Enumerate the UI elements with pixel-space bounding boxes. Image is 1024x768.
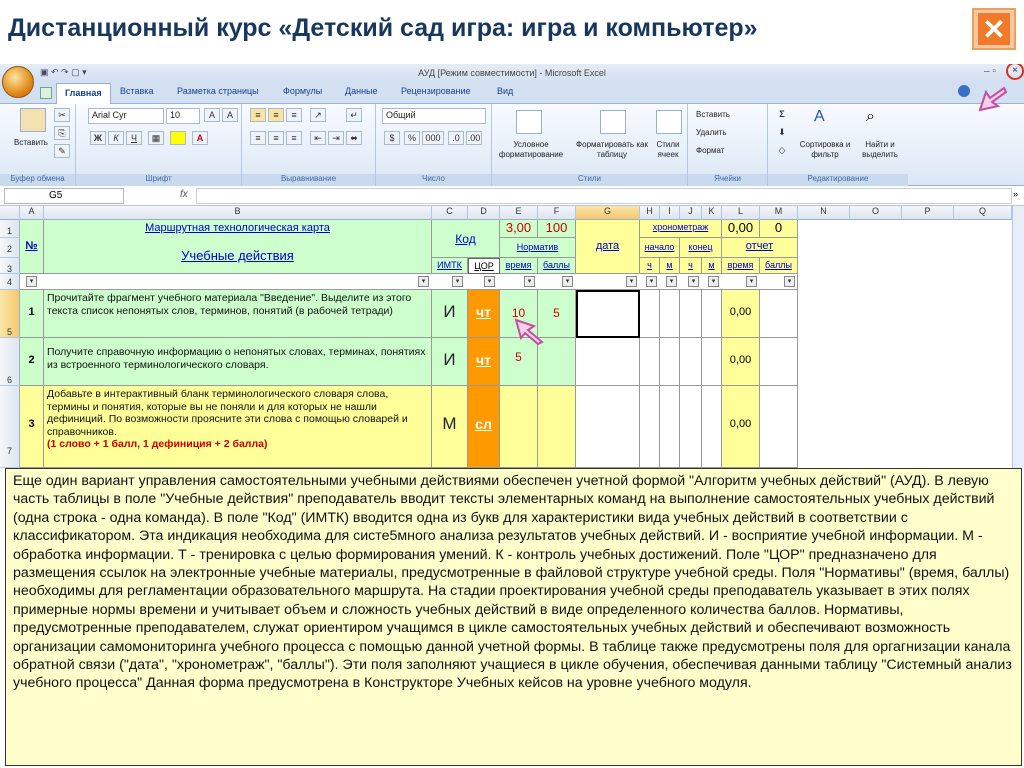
row-header-1[interactable]: 1 bbox=[0, 220, 20, 238]
task-2-total: 0,00 bbox=[729, 354, 752, 366]
format-table-button[interactable]: Форматировать как таблицу bbox=[576, 140, 648, 159]
norms-cell bbox=[500, 238, 576, 258]
task-3-points-cell bbox=[538, 386, 576, 468]
task-2-start-h[interactable] bbox=[640, 338, 660, 386]
conditional-format-button[interactable]: Условное форматирование bbox=[498, 140, 564, 159]
col-header-b[interactable]: B bbox=[44, 206, 432, 220]
row-header-6[interactable]: 6 bbox=[0, 338, 20, 386]
excel-window bbox=[0, 64, 1024, 468]
e1-value: 3,00 bbox=[505, 220, 532, 235]
task-2-start-m[interactable] bbox=[660, 338, 680, 386]
norms-link[interactable]: Норматив bbox=[516, 242, 559, 252]
route-card-link[interactable]: Маршрутная технологическая карта bbox=[145, 222, 330, 234]
sort-filter-button[interactable]: Сортировка и фильтр bbox=[799, 140, 851, 159]
clear-icon[interactable]: ◇ bbox=[778, 145, 786, 155]
tab-review[interactable]: Рецензирование bbox=[401, 86, 471, 96]
group-clipboard-label: Буфер обмена bbox=[0, 174, 75, 186]
fill-icon[interactable]: ⬇ bbox=[778, 127, 786, 137]
filter-dropdown-a[interactable]: ▾ bbox=[26, 276, 37, 287]
group-clipboard bbox=[0, 104, 76, 186]
cell-styles-button[interactable]: Стили ячеек bbox=[656, 140, 680, 159]
tab-view[interactable]: Вид bbox=[497, 86, 514, 96]
col-header-d[interactable]: D bbox=[468, 206, 500, 220]
cell-styles-icon[interactable] bbox=[656, 110, 682, 134]
filter-row bbox=[20, 274, 798, 290]
task-3-time-cell bbox=[500, 386, 538, 468]
shrink-font-icon[interactable]: A bbox=[222, 108, 238, 122]
task-3-date-cell[interactable] bbox=[576, 386, 640, 468]
start-h-link[interactable]: ч bbox=[647, 260, 652, 270]
outdent-icon[interactable]: ⇥ bbox=[328, 131, 344, 145]
autosum-button[interactable]: Σ bbox=[779, 109, 785, 119]
cor-cell bbox=[468, 258, 500, 274]
filter-dropdown-g[interactable]: ▾ bbox=[626, 276, 637, 287]
sort-icon[interactable]: A bbox=[814, 108, 825, 125]
tab-formulas[interactable]: Формулы bbox=[283, 86, 323, 96]
help-icon[interactable] bbox=[958, 85, 970, 97]
filter-dropdown-l[interactable]: ▾ bbox=[746, 276, 757, 287]
tab-insert[interactable]: Вставка bbox=[120, 86, 154, 96]
grow-font-icon[interactable]: A bbox=[204, 108, 220, 122]
report-points-cell bbox=[760, 258, 798, 274]
col-header-m[interactable]: M bbox=[760, 206, 798, 220]
font-size-select[interactable]: 10 bbox=[166, 108, 200, 124]
task-3-num: 3 bbox=[28, 418, 35, 430]
task-1-points: 5 bbox=[553, 306, 560, 320]
task-1-code-cell bbox=[432, 290, 468, 338]
end-h-cell bbox=[680, 258, 702, 274]
filter-dropdown-d[interactable]: ▾ bbox=[484, 276, 495, 287]
conditional-format-icon[interactable] bbox=[516, 110, 542, 134]
copy-icon[interactable]: ⎘ bbox=[54, 126, 70, 140]
quick-access-toolbar[interactable]: ▣ ↶ ↷ ▢ ▾ bbox=[40, 67, 87, 77]
task-2-total-cell bbox=[722, 338, 760, 386]
task-1-total: 0,00 bbox=[729, 306, 752, 318]
ribbon bbox=[0, 104, 1024, 186]
group-styles bbox=[492, 104, 688, 186]
description-note: Еще один вариант управления самостоятельными учебными действиями обеспечен учетной формой "Алгоритм учебных действий" (АУД). В левую часть таблицы в поле "Учебные действия" преподаватель вводит тексты элементарных команд на выполнение самостоятельных учебных действий (одна строка - одна команда). В поле "Код" (ИМТК) вводится одна из букв для характеристики вида учебных действий в соответствии с классификатором. Эта индикация необходима для систе5много анализа результатов учебных действий. И - восприятие учебной информации. М - обработка информации. Т - тренировка с целью формирования умений. К - контроль учебных достижений. Поле "ЦОР" предназначено для размещения ссылок на электронные учебные материалы, предусмотренные в файловой структуре учебной среды. Поля "Нормативы" (время, баллы) необходимы для регламентации образовательного маршрута. На стадии проектирования учебной среды преподаватель указывает в этих полях примерные нормы времени и учитывает объем и сложность учебных действий в виде определенного количества баллов. Нормативы, предусмотренные преподавателем, служат ориентиром учащимся в цикле самостоятельных учебных действий и обеспечивают возможность организации самомониторинга учебного процесса с помощью данной учетной формы. В таблице также предусмотрены поля для оргагнизации канала обратной связи ("дата", "хронометраж", "баллы"). Эти поля заполняют учащиеся в цикле обучения, обеспечивая данными таблицу "Системный анализ учебного процесса" Данная форма предусмотрена в Конструкторе Учебных кейсов на уровне учебного модуля. bbox=[5, 468, 1022, 766]
task-1-code: И bbox=[443, 302, 456, 321]
group-alignment bbox=[242, 104, 376, 186]
col-header-i[interactable]: I bbox=[660, 206, 680, 220]
chrono-link[interactable]: хронометраж bbox=[652, 222, 709, 232]
points-link[interactable]: баллы bbox=[543, 260, 570, 270]
tab-data[interactable]: Данные bbox=[345, 86, 378, 96]
col-header-j[interactable]: J bbox=[680, 206, 702, 220]
task-1-total-cell bbox=[722, 290, 760, 338]
task-2-cor-cell bbox=[468, 338, 500, 386]
task-3-start-m[interactable] bbox=[660, 386, 680, 468]
group-cells-label: Ячейки bbox=[688, 174, 767, 186]
excel-close-icon[interactable]: × bbox=[1006, 64, 1024, 80]
group-editing-label: Редактирование bbox=[768, 174, 908, 186]
cor-label[interactable]: ЦОР bbox=[474, 261, 494, 271]
task-3-num-cell bbox=[20, 386, 44, 468]
select-all[interactable] bbox=[0, 206, 20, 220]
task-1-start-h[interactable] bbox=[640, 290, 660, 338]
format-painter-icon[interactable]: ✎ bbox=[54, 144, 70, 158]
task-2-end-m[interactable] bbox=[702, 338, 722, 386]
filter-dropdown-h[interactable]: ▾ bbox=[646, 276, 657, 287]
filter-dropdown-j[interactable]: ▾ bbox=[688, 276, 699, 287]
l1-value: 0,00 bbox=[727, 220, 754, 235]
start-m-cell bbox=[660, 258, 680, 274]
name-box[interactable]: G5 bbox=[4, 188, 124, 204]
col-header-h[interactable]: H bbox=[640, 206, 660, 220]
filter-dropdown-c[interactable]: ▾ bbox=[452, 276, 463, 287]
start-link[interactable]: начало bbox=[644, 242, 675, 252]
formula-bar bbox=[0, 186, 1024, 206]
font-color-icon[interactable]: A bbox=[192, 131, 208, 145]
report-time-link[interactable]: время bbox=[727, 260, 754, 270]
date-cell bbox=[576, 220, 640, 274]
time-link[interactable]: время bbox=[505, 260, 532, 270]
task-3-code: М bbox=[442, 414, 457, 433]
task-2-cor-link[interactable]: чт bbox=[476, 352, 491, 368]
col-header-p[interactable]: P bbox=[902, 206, 954, 220]
end-cell bbox=[680, 238, 722, 258]
report-time-cell bbox=[722, 258, 760, 274]
align-center-icon[interactable]: ≡ bbox=[268, 131, 284, 145]
group-styles-label: Стили bbox=[492, 174, 687, 186]
chrono-cell bbox=[640, 220, 722, 238]
imtk-cell bbox=[432, 258, 468, 274]
start-h-cell bbox=[640, 258, 660, 274]
thousands-button[interactable]: 000 bbox=[422, 131, 444, 145]
task-1-time: 10 bbox=[511, 306, 526, 320]
align-middle-icon[interactable]: ≡ bbox=[268, 108, 284, 122]
end-m-cell bbox=[702, 258, 722, 274]
paste-icon[interactable] bbox=[20, 108, 46, 132]
num-header[interactable]: № bbox=[25, 240, 38, 252]
task-3-report-points[interactable] bbox=[760, 386, 798, 468]
bold-button[interactable]: Ж bbox=[90, 131, 106, 145]
report-cell bbox=[722, 238, 798, 258]
orientation-icon[interactable]: ↗ bbox=[310, 108, 326, 122]
imtk-link[interactable]: ИМТК bbox=[437, 260, 462, 270]
task-2-text[interactable]: Получите справочную информацию о непонятых словах, терминах, понятиях из встроенного терминологического словаря. bbox=[44, 338, 432, 386]
row-header-3[interactable]: 3 bbox=[0, 258, 20, 274]
actions-header-cell bbox=[44, 220, 432, 274]
filter-dropdown-b[interactable]: ▾ bbox=[418, 276, 429, 287]
align-top-icon[interactable]: ≡ bbox=[250, 108, 266, 122]
col-header-l[interactable]: L bbox=[722, 206, 760, 220]
e1-cell bbox=[500, 220, 538, 238]
task-2-num-cell bbox=[20, 338, 44, 386]
col-header-k[interactable]: K bbox=[702, 206, 722, 220]
merge-icon[interactable]: ⬌ bbox=[346, 131, 362, 145]
start-cell bbox=[640, 238, 680, 258]
filter-dropdown-i[interactable]: ▾ bbox=[666, 276, 677, 287]
f1-value: 100 bbox=[545, 220, 568, 235]
font-name-select[interactable]: Arial Cyr bbox=[88, 108, 164, 124]
code-link[interactable]: Код bbox=[455, 232, 476, 246]
task-3-text: Добавьте в интерактивный бланк терминологического словаря слова, термины и понятия, которые вы не поняли и для которых не нашли дефиниций. По возможности проясните эти слова с помощью словарей и справочников. bbox=[47, 388, 408, 438]
close-button[interactable] bbox=[972, 8, 1016, 50]
end-h-link[interactable]: ч bbox=[688, 260, 693, 270]
filter-dropdown-f[interactable]: ▾ bbox=[562, 276, 573, 287]
format-table-icon[interactable] bbox=[600, 110, 626, 134]
task-1-start-m[interactable] bbox=[660, 290, 680, 338]
slide-title: Дистанционный курс «Детский сад игра: игра и компьютер» bbox=[8, 14, 758, 42]
code-header-cell bbox=[432, 220, 500, 258]
row-header-4[interactable]: 4 bbox=[0, 274, 20, 290]
group-cells bbox=[688, 104, 768, 186]
date-link[interactable]: дата bbox=[595, 240, 620, 252]
report-points-link[interactable]: баллы bbox=[765, 260, 792, 270]
group-font-label: Шрифт bbox=[76, 174, 241, 186]
number-format-select[interactable]: Общий bbox=[382, 108, 486, 124]
task-2-code-cell bbox=[432, 338, 468, 386]
task-2-code: И bbox=[443, 350, 456, 369]
task-2-end-h[interactable] bbox=[680, 338, 702, 386]
insert-cells-button[interactable]: Вставить bbox=[696, 110, 730, 119]
actions-link[interactable]: Учебные действия bbox=[181, 248, 294, 263]
col-header-e[interactable]: E bbox=[500, 206, 538, 220]
paste-button[interactable]: Вставить bbox=[14, 138, 48, 147]
points-cell bbox=[538, 258, 576, 274]
formula-input[interactable] bbox=[196, 188, 1012, 204]
end-m-link[interactable]: м bbox=[708, 260, 715, 270]
decrease-decimal-icon[interactable]: .00 bbox=[467, 133, 481, 143]
task-3-end-h[interactable] bbox=[680, 386, 702, 468]
row-header-2[interactable]: 2 bbox=[0, 238, 20, 258]
task-1-report-points[interactable] bbox=[760, 290, 798, 338]
align-right-icon[interactable]: ≡ bbox=[286, 131, 302, 145]
close-icon: ✕ bbox=[978, 13, 1010, 45]
vertical-scrollbar[interactable] bbox=[1012, 206, 1024, 468]
fill-color-icon[interactable] bbox=[170, 131, 186, 145]
underline-button[interactable]: Ч bbox=[126, 131, 142, 145]
task-3-code-cell bbox=[432, 386, 468, 468]
task-1-cor-link[interactable]: чт bbox=[476, 304, 491, 320]
row-header-7[interactable]: 7 bbox=[0, 386, 20, 468]
window-title: АУД [Режим совместимости] - Microsoft Excel bbox=[418, 68, 606, 78]
indent-icon[interactable]: ⇤ bbox=[310, 131, 326, 145]
col-header-a[interactable]: A bbox=[20, 206, 44, 220]
percent-button[interactable]: % bbox=[404, 131, 420, 145]
increase-decimal-icon[interactable]: .0 bbox=[448, 131, 464, 145]
l1-cell bbox=[722, 220, 760, 238]
task-1-cor-cell bbox=[468, 290, 500, 338]
format-cells-button[interactable]: Формат bbox=[696, 146, 725, 155]
task-3-bonus: (1 слово + 1 балл, 1 дефиниция + 2 балла) bbox=[47, 438, 268, 450]
col-header-n[interactable]: N bbox=[798, 206, 850, 220]
col-header-o[interactable]: O bbox=[850, 206, 902, 220]
task-1-num: 1 bbox=[28, 306, 35, 318]
fx-icon[interactable]: fx bbox=[180, 189, 188, 200]
task-3-cor-cell bbox=[468, 386, 500, 468]
group-editing bbox=[768, 104, 908, 186]
col-header-g[interactable]: G bbox=[576, 206, 640, 220]
end-link[interactable]: конец bbox=[688, 242, 713, 252]
task-1-end-h[interactable] bbox=[680, 290, 702, 338]
start-m-link[interactable]: м bbox=[666, 260, 673, 270]
wrap-text-icon[interactable]: ↵ bbox=[346, 108, 362, 122]
task-1-num-cell bbox=[20, 290, 44, 338]
find-select-button[interactable]: Найти и выделить bbox=[862, 140, 898, 159]
group-font bbox=[76, 104, 242, 186]
excel-icon bbox=[40, 87, 52, 99]
group-number-label: Число bbox=[376, 174, 491, 186]
task-3-text-cell[interactable] bbox=[44, 386, 432, 468]
m1-cell bbox=[760, 220, 798, 238]
report-link[interactable]: отчет bbox=[745, 240, 774, 252]
currency-icon[interactable]: $ bbox=[384, 131, 400, 145]
col-header-q[interactable]: Q bbox=[954, 206, 1012, 220]
filter-dropdown-e[interactable]: ▾ bbox=[524, 276, 535, 287]
borders-icon[interactable]: ▦ bbox=[148, 131, 164, 145]
task-1-end-m[interactable] bbox=[702, 290, 722, 338]
row-header-5[interactable]: 5 bbox=[0, 290, 20, 338]
f1-cell bbox=[538, 220, 576, 238]
task-1-text[interactable]: Прочитайте фрагмент учебного материала "Введение". Выделите из этого текста список непонятых слов, терминов, понятий (в рабочей тетради) bbox=[44, 290, 432, 338]
task-2-time: 5 bbox=[515, 350, 522, 364]
task-3-total-cell bbox=[722, 386, 760, 468]
group-number bbox=[376, 104, 492, 186]
pointer-arrow-icon bbox=[512, 316, 548, 346]
align-left-icon[interactable]: ≡ bbox=[250, 131, 266, 145]
tab-home[interactable]: Главная bbox=[56, 83, 111, 104]
cut-icon[interactable]: ✂ bbox=[54, 108, 70, 122]
task-3-start-h[interactable] bbox=[640, 386, 660, 468]
spreadsheet-grid bbox=[0, 206, 1024, 468]
tab-page-layout[interactable]: Разметка страницы bbox=[177, 86, 259, 96]
task-3-end-m[interactable] bbox=[702, 386, 722, 468]
task-2-report-points[interactable] bbox=[760, 338, 798, 386]
col-header-c[interactable]: C bbox=[432, 206, 468, 220]
italic-button[interactable]: К bbox=[108, 131, 124, 145]
window-controls[interactable]: – ▫ bbox=[984, 66, 996, 77]
group-alignment-label: Выравнивание bbox=[242, 174, 375, 186]
task-1-date-cell[interactable] bbox=[576, 290, 640, 338]
m1-value: 0 bbox=[774, 220, 783, 235]
ribbon-tabs bbox=[0, 82, 1024, 104]
col-header-f[interactable]: F bbox=[538, 206, 576, 220]
filter-dropdown-k[interactable]: ▾ bbox=[708, 276, 719, 287]
align-bottom-icon[interactable]: ≡ bbox=[286, 108, 302, 122]
delete-cells-button[interactable]: Удалить bbox=[696, 128, 727, 137]
task-3-cor-link[interactable]: сл bbox=[475, 416, 492, 432]
office-button[interactable] bbox=[2, 66, 34, 98]
find-icon[interactable]: ⌕ bbox=[866, 108, 875, 125]
filter-dropdown-m[interactable]: ▾ bbox=[784, 276, 795, 287]
task-2-num: 2 bbox=[28, 354, 35, 366]
time-cell bbox=[500, 258, 538, 274]
expand-formula-icon[interactable]: » bbox=[1013, 189, 1019, 199]
task-2-date-cell[interactable] bbox=[576, 338, 640, 386]
num-header-cell bbox=[20, 220, 44, 274]
excel-titlebar bbox=[0, 64, 1024, 82]
pointer-arrow-top-icon bbox=[974, 86, 1010, 116]
task-3-total: 0,00 bbox=[729, 418, 752, 430]
